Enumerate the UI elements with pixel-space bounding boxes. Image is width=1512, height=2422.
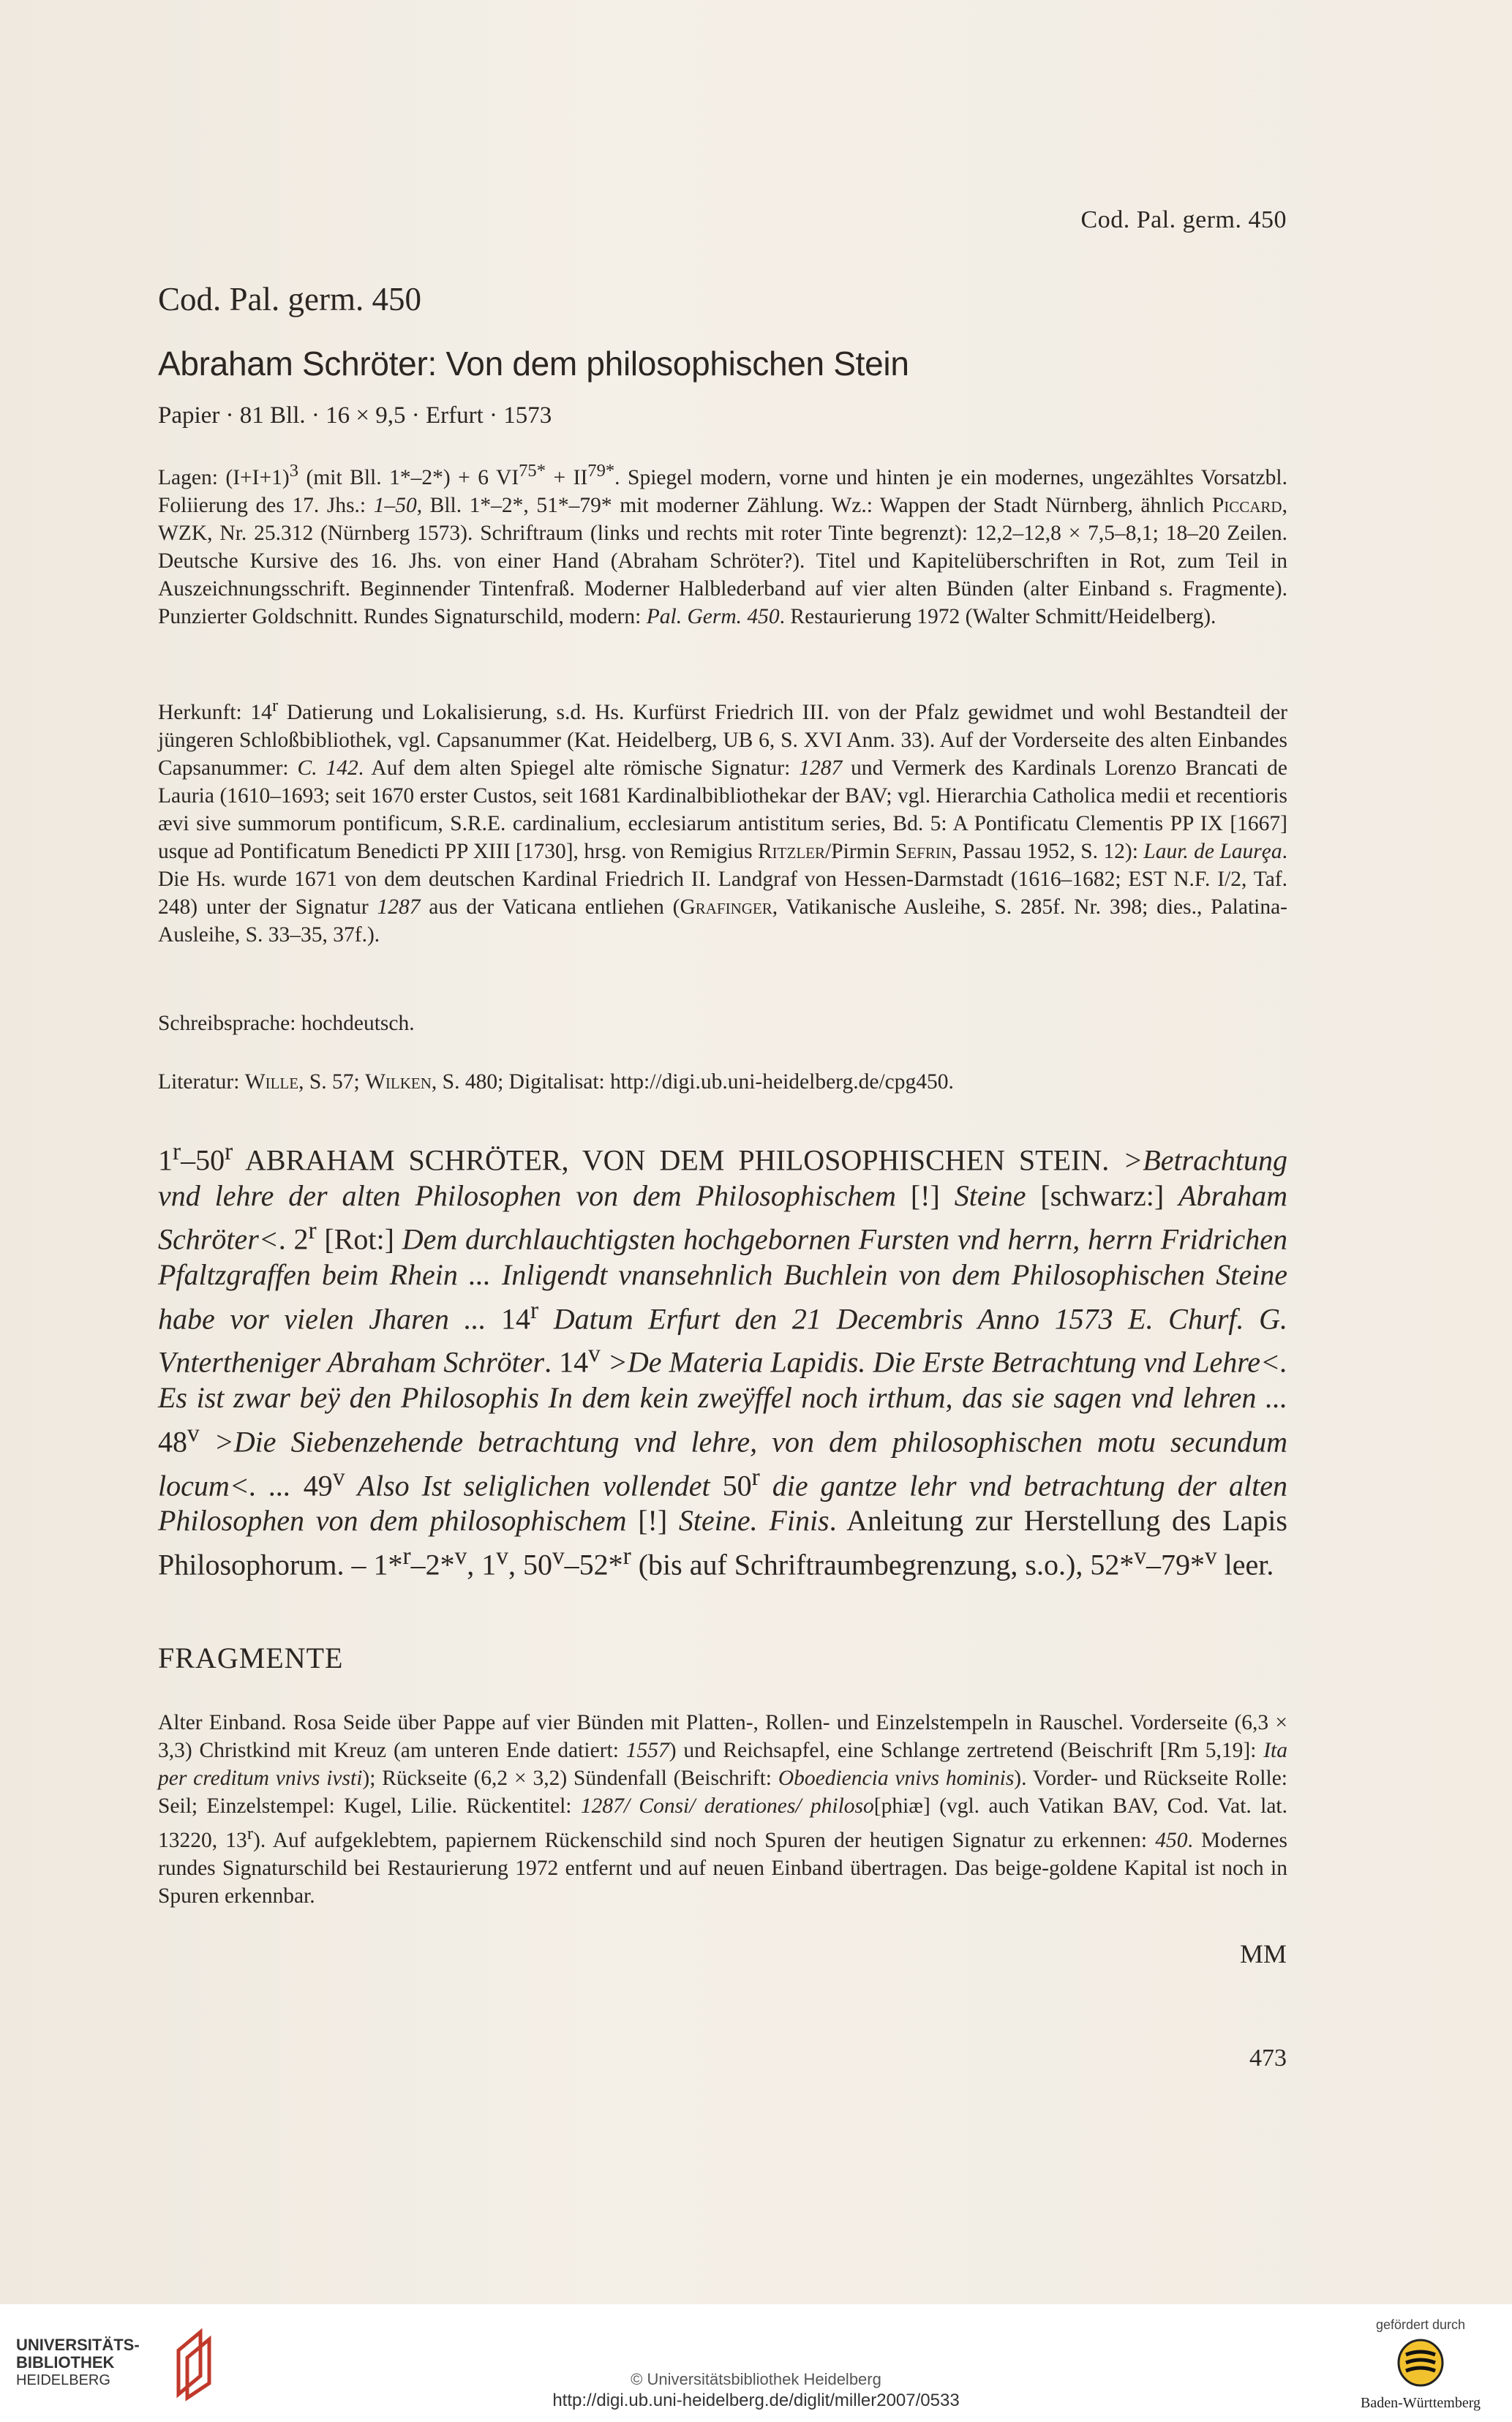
literatur-line: Literatur: Wille, S. 57; Wilken, S. 480; Digitalisat: http://digi.ub.uni-heidelberg.de/cpg450. — [158, 1070, 954, 1094]
record-shelfmark: Cod. Pal. germ. 450 — [158, 281, 421, 317]
state-coat-of-arms-icon — [1395, 2337, 1446, 2388]
sponsor-name: Baden-Württemberg — [1360, 2395, 1481, 2411]
copyright-notice: © Universitätsbibliothek Heidelberg — [631, 2370, 881, 2388]
physical-description: Papier · 81 Bll. · 16 × 9,5 · Erfurt · 1573 — [158, 402, 552, 429]
fragmente-heading: FRAGMENTE — [158, 1641, 344, 1674]
lagen-paragraph: Lagen: $(I+I+1)^3$ (mit Bll. 1*–2*) + 6 $VI^{75*} + II^{79*}$. Spiegel modern, vorne und hinten je ein modernes, ungezähltes Vorsatzbl. Foliierung des 17. Jhs.: 1–50, Bll. 1*–2*, 51*–79* mit moderner Zählung. Wz.: Wappen der Stadt Nürnberg, ähnlich Piccard, WZK, Nr. 25.312 (Nürnberg 1573). Schriftraum (links und rechts mit roter Tinte begrenzt): 12,2–12,8 × 7,5–8,1; 18–20 Zeilen. Deutsche Kursive des 16. Jhs. von einer Hand (Abraham Schröter?). Titel und Kapitelüberschriften in Rot, zum Teil in Auszeichnungsschrift. Beginnender Tintenfraß. Moderner Halblederband auf vier alten Bünden (alter Einband s. Fragmente). Punzierter Goldschnitt. Rundes Signaturschild, modern: Pal. Germ. 450. Restaurierung 1972 (Walter Schmitt/Heidelberg). — [158, 461, 1287, 628]
sponsor-block — [1351, 2317, 1490, 2412]
schreibsprache-line: Schreibsprache: hochdeutsch. — [158, 1012, 415, 1035]
fragmente-paragraph: Alter Einband. Rosa Seide über Pappe auf vier Bünden mit Platten-, Rollen- und Einzelstempeln in Rauschel. Vorderseite (6,3 × 3,3) Christkind mit Kreuz (am unteren Ende datiert: 1557) und Reichsapfel, eine Schlange zertretend (Beischrift [Rm 5,19]: Ita per creditum vnivs ivsti); Rückseite (6,2 × 3,2) Sündenfall (Beischrift: Oboediencia vnivs hominis). Vorder- und Rückseite Rolle: Seil; Einzelstempel: Kugel, Lilie. Rückentitel: 1287/ Consi/ derationes/ philoso[phiæ] (vgl. auch Vatikan BAV, Cod. Vat. lat. 13220, 13$^r$). Auf aufgeklebtem, papiernem Rückenschild sind noch Spuren der heutigen Signatur zu erkennen: 450. Modernes rundes Signaturschild bei Restaurierung 1972 entfernt und auf neuen Einband übertragen. Das beige-goldene Kapital ist noch in Spuren erkennbar. — [158, 1711, 1287, 1908]
record-title: Abraham Schröter: Von dem philosophischen Stein — [158, 345, 909, 383]
page-number: 473 — [1249, 2045, 1287, 2072]
herkunft-paragraph: Herkunft: 14$^r$ Datierung und Lokalisierung, s.d. Hs. Kurfürst Friedrich III. von der Pfalz gewidmet und wohl Bestandteil der jüngeren Schloßbibliothek, vgl. Capsanummer (Kat. Heidelberg, UB 6, S. XVI Anm. 33). Auf der Vorderseite des alten Einbandes Capsanummer: C. 142. Auf dem alten Spiegel alte römische Signatur: 1287 und Vermerk des Kardinals Lorenzo Brancati de Lauria (1610–1693; seit 1670 erster Custos, seit 1681 Kardinalbibliothekar der BAV; vgl. Hierarchia Catholica medii et recentioris ævi sive summorum pontificum, S.R.E. cardinalium, ecclesiarum antistitum series, Bd. 5: A Pontificatu Clementis PP IX [1667] usque ad Pontificatum Benedicti PP XIII [1730], hrsg. von Remigius Ritzler/Pirmin Sefrin, Passau 1952, S. 12): Laur. de Laurȩa. Die Hs. wurde 1671 von dem deutschen Kardinal Friedrich II. Landgraf von Hessen-Darmstadt (1616–1682; EST N.F. I/2, Taf. 248) unter der Signatur 1287 aus der Vaticana entliehen (Grafinger, Vatikanische Ausleihe, S. 285f. Nr. 398; dies., Palatina-Ausleihe, S. 33–35, 37f.). — [158, 696, 1288, 947]
content-description: 1$^r$–50$^r$ ABRAHAM SCHRÖTER, VON DEM PHILOSOPHISCHEN STEIN. >Betrachtung vnd lehre der alten Philosophen von dem Philosophischem [!] Steine [schwarz:] Abraham Schröter<. 2$^r$ [Rot:] Dem durchlauchtigsten hochgebornen Fursten vnd herrn, herrn Fridrichen Pfaltzgraffen beim Rhein ... Inligendt vnansehnlich Buchlein von dem Philosophischen Steine habe vor vielen Jharen ... 14$^r$ Datum Erfurt den 21 Decembris Anno 1573 E. Churf. G. Vntertheniger Abraham Schröter. 14$^v$ >De Materia Lapidis. Die Erste Betrachtung vnd Lehre<. Es ist zwar beÿ den Philosophis In dem kein zweÿffel noch irthum, das sie sagen vnd lehren ... 48$^v$ >Die Siebenzehende betrachtung vnd lehre, von dem philosophischen motu secundum locum<. ... 49$^v$ Also Ist seliglichen vollendet 50$^r$ die gantze lehr vnd betrachtung der alten Philosophen von dem philosophischem [!] Steine. Finis. Anleitung zur Herstellung des Lapis Philosophorum. – 1*$^r$–2*$^v$, 1$^v$, 50$^v$–52*$^r$ (bis auf Schriftraumbegrenzung, s.o.), 52*$^v$–79*$^v$ leer. — [158, 1138, 1288, 1582]
author-initials: MM — [1239, 1939, 1287, 1968]
permalink-url[interactable]: http://digi.ub.uni-heidelberg.de/diglit/miller2007/0533 — [552, 2391, 960, 2410]
running-head: Cod. Pal. germ. 450 — [1080, 206, 1287, 233]
sponsor-label: gefördert durch — [1375, 2317, 1466, 2332]
library-name: UNIVERSITÄTS- BIBLIOTHEK HEIDELBERG — [16, 2336, 140, 2388]
